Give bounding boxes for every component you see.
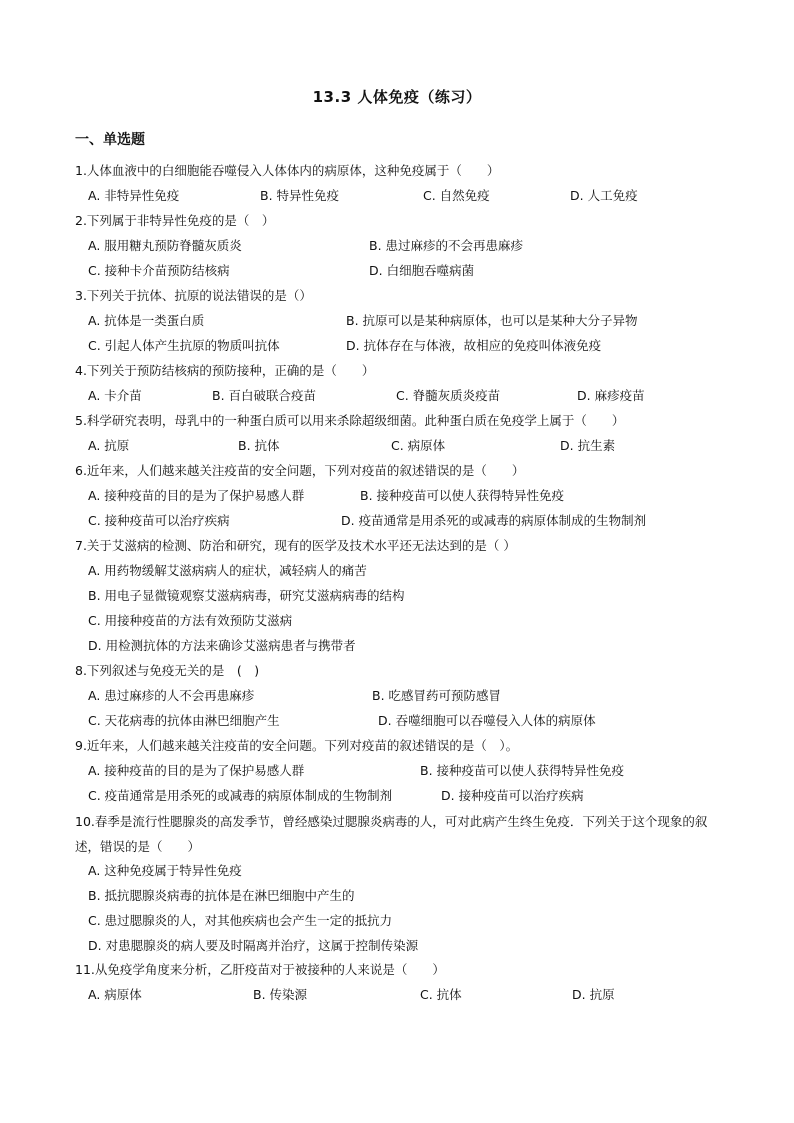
question-4-option-c: C. 脊髓灰质炎疫苗: [396, 388, 501, 403]
question-1-option-a: A. 非特异性免疫: [88, 188, 180, 203]
question-2-option-d: D. 白细胞吞噬病菌: [369, 263, 475, 278]
question-8-option-c: C. 天花病毒的抗体由淋巴细胞产生: [88, 713, 280, 728]
question-6-option-c: C. 接种疫苗可以治疗疾病: [88, 513, 230, 528]
question-2-option-a: A. 服用糖丸预防脊髓灰质炎: [88, 238, 242, 253]
question-2-option-c: C. 接种卡介苗预防结核病: [88, 263, 230, 278]
question-11-option-d: D. 抗原: [572, 987, 615, 1002]
question-8-stem: 8.下列叙述与免疫无关的是 ( ): [75, 663, 260, 678]
question-9-option-a: A. 接种疫苗的目的是为了保护易感人群: [88, 763, 305, 778]
question-9-option-c: C. 疫苗通常是用杀死的或减毒的病原体制成的生物制剂: [88, 788, 393, 803]
question-1-option-b: B. 特异性免疫: [260, 188, 340, 203]
question-3-option-a: A. 抗体是一类蛋白质: [88, 313, 205, 328]
question-6-stem: 6.近年来，人们越来越关注疫苗的安全问题，下列对疫苗的叙述错误的是（ ）: [75, 463, 525, 478]
question-2-stem: 2.下列属于非特异性免疫的是（ ）: [75, 213, 275, 228]
question-6-option-d: D. 疫苗通常是用杀死的或减毒的病原体制成的生物制剂: [341, 513, 647, 528]
question-7-option-c: C. 用接种疫苗的方法有效预防艾滋病: [88, 613, 293, 628]
question-6-option-b: B. 接种疫苗可以使人获得特异性免疫: [360, 488, 565, 503]
question-9-stem: 9.近年来，人们越来越关注疫苗的安全问题。下列对疫苗的叙述错误的是（ ）。: [75, 738, 519, 753]
question-3-stem: 3.下列关于抗体、抗原的说法错误的是（）: [75, 288, 312, 303]
question-5-option-a: A. 抗原: [88, 438, 130, 453]
question-5-option-d: D. 抗生素: [560, 438, 616, 453]
question-1-option-d: D. 人工免疫: [570, 188, 638, 203]
question-7-stem: 7.关于艾滋病的检测、防治和研究，现有的医学及技术水平还无法达到的是（ ）: [75, 538, 516, 553]
question-3-option-c: C. 引起人体产生抗原的物质叫抗体: [88, 338, 280, 353]
question-1-stem: 1.人体血液中的白细胞能吞噬侵入人体体内的病原体，这种免疫属于（ ）: [75, 163, 500, 178]
question-5-stem: 5.科学研究表明，母乳中的一种蛋白质可以用来杀除超级细菌。此种蛋白质在免疫学上属于（ ）: [75, 413, 625, 428]
question-5-option-b: B. 抗体: [238, 438, 280, 453]
question-2-option-b: B. 患过麻疹的不会再患麻疹: [369, 238, 524, 253]
question-11-stem: 11.从免疫学角度来分析，乙肝疫苗对于被接种的人来说是（ ）: [75, 962, 445, 977]
question-9-option-b: B. 接种疫苗可以使人获得特异性免疫: [420, 763, 625, 778]
question-10-stem: 10.春季是流行性腮腺炎的高发季节，曾经感染过腮腺炎病毒的人，可对此病产生终生免疫．下列关于这个现象的叙述，错误的是（ ）: [75, 814, 708, 854]
question-11-option-b: B. 传染源: [253, 987, 308, 1002]
question-5-option-c: C. 病原体: [391, 438, 446, 453]
question-1-option-c: C. 自然免疫: [423, 188, 490, 203]
question-9-option-d: D. 接种疫苗可以治疗疾病: [441, 788, 584, 803]
question-3-option-b: B. 抗原可以是某种病原体，也可以是某种大分子异物: [346, 313, 638, 328]
question-10-option-c: C. 患过腮腺炎的人，对其他疾病也会产生一定的抵抗力: [88, 913, 393, 928]
question-4-option-b: B. 百白破联合疫苗: [212, 388, 317, 403]
question-3-option-d: D. 抗体存在与体液，故相应的免疫叫体液免疫: [346, 338, 602, 353]
question-10-option-d: D. 对患腮腺炎的病人要及时隔离并治疗，这属于控制传染源: [88, 938, 419, 953]
section-heading: 一、单选题: [75, 132, 145, 148]
page-title: 13.3 人体免疫（练习）: [312, 88, 482, 106]
question-4-option-a: A. 卡介苗: [88, 388, 142, 403]
question-8-option-b: B. 吃感冒药可预防感冒: [372, 688, 502, 703]
question-4-stem: 4.下列关于预防结核病的预防接种，正确的是（ ）: [75, 363, 375, 378]
question-8-option-d: D. 吞噬细胞可以吞噬侵入人体的病原体: [378, 713, 596, 728]
question-6-option-a: A. 接种疫苗的目的是为了保护易感人群: [88, 488, 305, 503]
question-10-option-a: A. 这种免疫属于特异性免疫: [88, 863, 242, 878]
question-7-option-b: B. 用电子显微镜观察艾滋病病毒，研究艾滋病病毒的结构: [88, 588, 405, 603]
question-7-option-a: A. 用药物缓解艾滋病病人的症状，减轻病人的痛苦: [88, 563, 367, 578]
question-11-option-a: A. 病原体: [88, 987, 142, 1002]
question-8-option-a: A. 患过麻疹的人不会再患麻疹: [88, 688, 255, 703]
question-11-option-c: C. 抗体: [420, 987, 462, 1002]
question-10-option-b: B. 抵抗腮腺炎病毒的抗体是在淋巴细胞中产生的: [88, 888, 355, 903]
question-7-option-d: D. 用检测抗体的方法来确诊艾滋病患者与携带者: [88, 638, 356, 653]
question-4-option-d: D. 麻疹疫苗: [577, 388, 645, 403]
